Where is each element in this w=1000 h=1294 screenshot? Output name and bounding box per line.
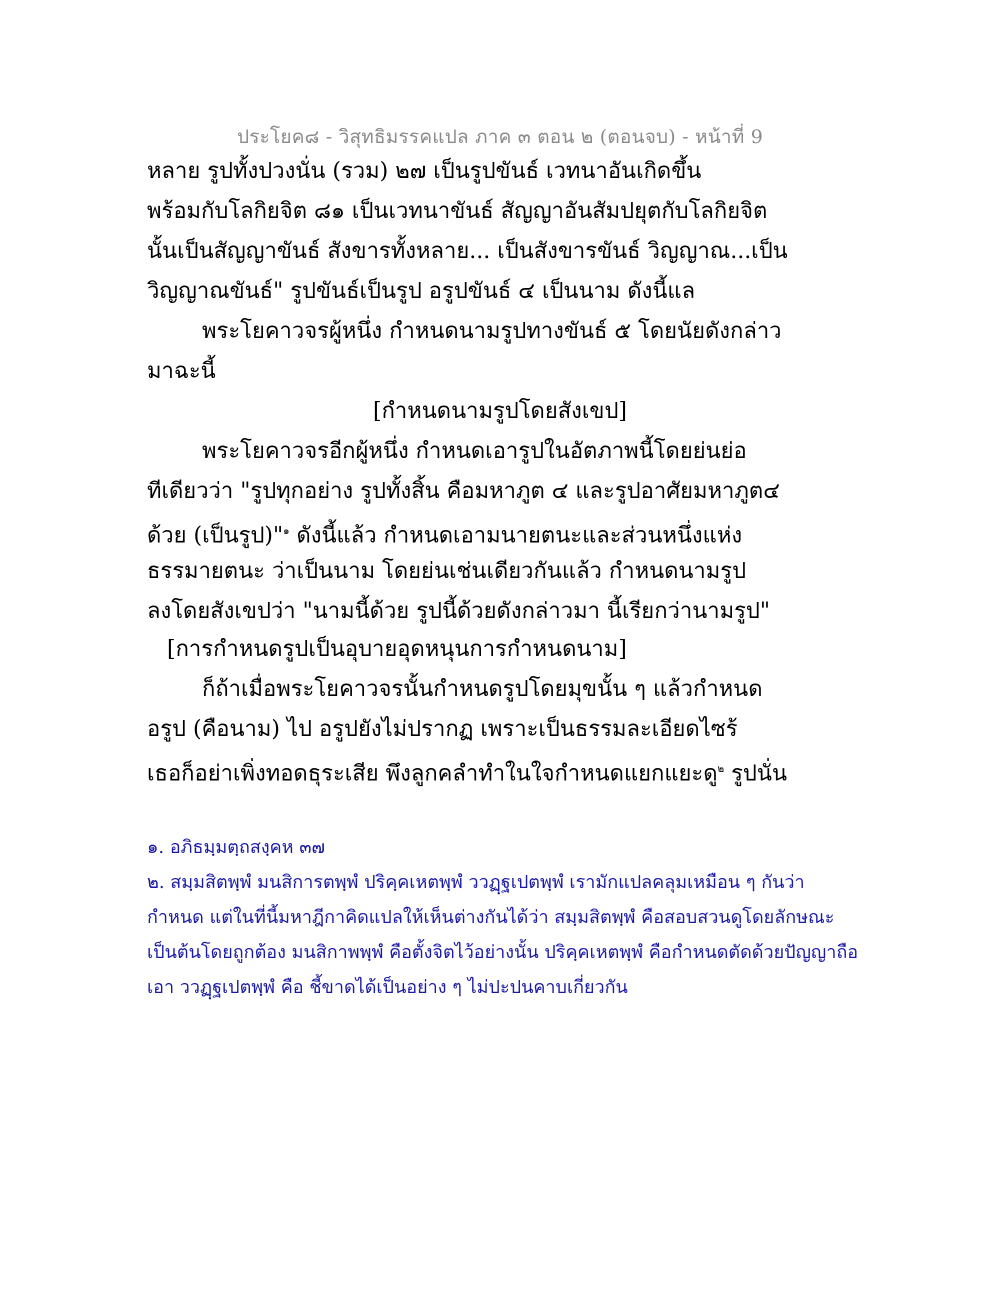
- body-text: ด้วย (เป็นรูป)": [147, 523, 284, 549]
- body-text: ดังนี้แล้ว กำหนดเอามนายตนะและส่วนหนึ่งแห่ง: [289, 523, 743, 549]
- body-text: รูปนั่น: [724, 761, 787, 787]
- body-line: [147, 518, 742, 550]
- footnote-2-cont: เอา ววฏฺฐเปตพฺพํ คือ ชี้ขาดได้เป็นอย่าง ๆ ไม่ปะปนคาบเกี่ยวกัน: [147, 977, 628, 998]
- body-line: มาฉะนี้: [147, 359, 216, 384]
- footnote-ref: ๒: [717, 764, 725, 775]
- page-header: ประโยค๘ - วิสุทธิมรรคแปล ภาค ๓ ตอน ๒ (ตอนจบ) - หน้าที่ 9: [236, 126, 764, 148]
- body-line: พระโยคาวจรอีกผู้หนึ่ง กำหนดเอารูปในอัตภาพนี้โดยย่นย่อ: [202, 439, 747, 464]
- body-line: ลงโดยสังเขปว่า "นามนี้ด้วย รูปนี้ด้วยดังกล่าวมา นี้เรียกว่านามรูป": [147, 599, 771, 624]
- body-line: พระโยคาวจรผู้หนึ่ง กำหนดนามรูปทางขันธ์ ๕ โดยนัยดังกล่าว: [202, 319, 782, 344]
- footnote-2-cont: กำหนด แต่ในที่นี้มหาฎีกาคิดแปลให้เห็นต่างกันได้ว่า สมฺมสิตพฺพํ คือสอบสวนดูโดยลักษณะ: [147, 907, 835, 928]
- body-line: วิญญาณขันธ์" รูปขันธ์เป็นรูป อรูปขันธ์ ๔ เป็นนาม ดังนี้แล: [147, 279, 696, 304]
- body-line: ทีเดียวว่า "รูปทุกอย่าง รูปทั้งสิ้น คือมหาภูต ๔ และรูปอาศัยมหาภูต๔: [147, 479, 780, 504]
- section-heading: [การกำหนดรูปเป็นอุบายอุดหนุนการกำหนดนาม]: [167, 637, 627, 662]
- body-line: หลาย รูปทั้งปวงนั่น (รวม) ๒๗ เป็นรูปขันธ์ เวทนาอันเกิดขึ้น: [147, 159, 702, 184]
- body-line: ธรรมายตนะ ว่าเป็นนาม โดยย่นเช่นเดียวกันแล้ว กำหนดนามรูป: [147, 559, 747, 584]
- footnote-ref: ๑: [283, 526, 290, 537]
- body-line: ก็ถ้าเมื่อพระโยคาวจรนั้นกำหนดรูปโดยมุขนั้น ๆ แล้วกำหนด: [202, 677, 763, 702]
- body-line: [147, 756, 787, 788]
- body-line: นั้นเป็นสัญญาขันธ์ สังขารทั้งหลาย... เป็นสังขารขันธ์ วิญญาณ...เป็น: [147, 239, 788, 264]
- body-line: อรูป (คือนาม) ไป อรูปยังไม่ปรากฏ เพราะเป็นธรรมละเอียดไซร้: [147, 717, 738, 742]
- section-heading: [กำหนดนามรูปโดยสังเขป]: [372, 399, 628, 424]
- body-text: เธอก็อย่าเพิ่งทอดธุระเสีย พึงลูกคลำทำในใจกำหนดแยกแยะดู: [147, 761, 718, 787]
- body-line: พร้อมกับโลกิยจิต ๘๑ เป็นเวทนาขันธ์ สัญญาอันสัมปยุตกับโลกิยจิต: [147, 199, 768, 224]
- footnote-2-cont: เป็นต้นโดยถูกต้อง มนสิกาพพฺพํ คือตั้งจิตไว้อย่างนั้น ปริคฺคเหตพฺพํ คือกำหนดตัดด้วยปัญญาถือ: [147, 942, 859, 963]
- footnote-1: ๑. อภิธมฺมตฺถสงฺคห ๓๗: [147, 837, 326, 858]
- footnote-2: ๒. สมฺมสิตพฺพํ มนสิการตพฺพํ ปริคฺคเหตพฺพํ ววฏฺฐเปตพฺพํ เรามักแปลคลุมเหมือน ๆ กันว่า: [147, 872, 805, 893]
